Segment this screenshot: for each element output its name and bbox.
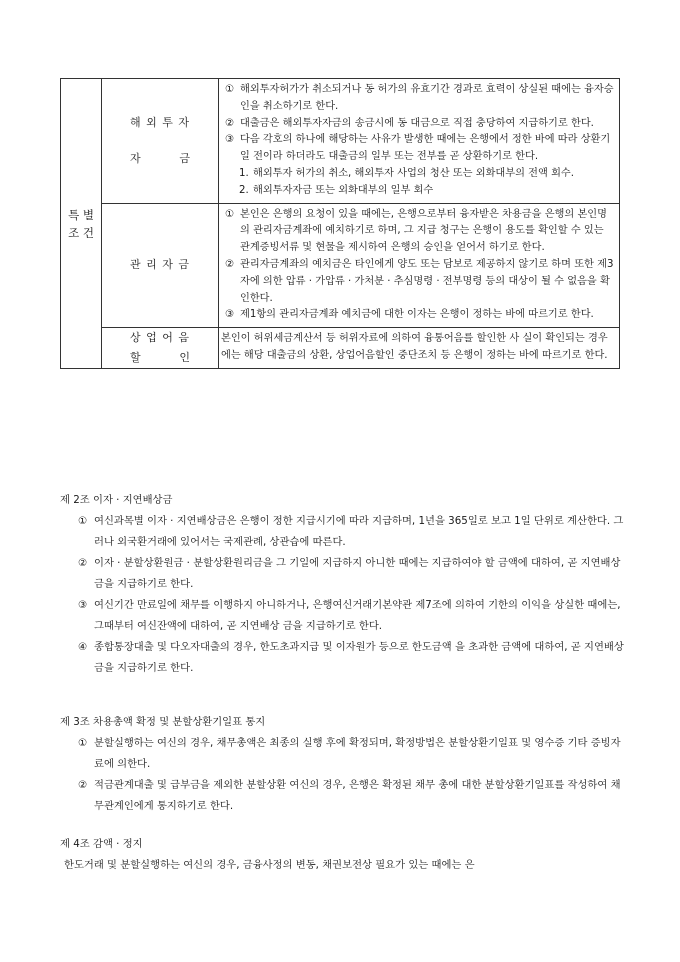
- row-label-overseas-investment: [102, 79, 219, 204]
- commercial-bill-text: 본인이 허위세금계산서 등 허위자료에 의하여 융통어음를 할인한 사 실이 확인되는 경우에는 해당 대출금의 상환, 상업어음할인 중단조치 등 은행이 정하는 바에 따르기로 한다.: [221, 333, 608, 362]
- row-label-line2a: 자: [130, 151, 141, 165]
- row-label-line2b: 인: [179, 351, 190, 365]
- special-conditions-table: [60, 78, 620, 369]
- list-item: ① 해외투자허가가 취소되거나 동 허가의 유효기간 경과로 효력이 상실된 때에는 융자승인을 취소하기로 한다.: [225, 84, 614, 112]
- list-item: ① 본인은 은행의 요청이 있을 때에는, 은행으로부터 융자받은 차용금을 은행의 본인명의 관리자금계좌에 예치하기로 하며, 그 지급 청구는 은행이 용도를 확인할 수 있는 관계증빙서류 및 현물을 제시하여 은행의 승인을 얻어서 하기로 한다.: [225, 208, 607, 254]
- sub-item: 1. 해외투자 허가의 취소, 해외투자 사업의 청산 또는 외화대부의 전액 회수.: [239, 167, 575, 179]
- article-3-title: 제 3조 차용총액 확정 및 분할상환기일표 통지: [60, 716, 266, 728]
- article-3: [60, 712, 626, 817]
- row-label-line2b: 금: [179, 151, 190, 165]
- row-label-managed-funds: [102, 203, 219, 328]
- article-4: [60, 834, 626, 876]
- article-2-title: 제 2조 이자 · 지연배상금: [60, 494, 173, 506]
- article-2: [60, 490, 626, 679]
- row-label-line1: 상 업 어 음: [130, 331, 190, 345]
- article-4-text: 한도거래 및 분할실행하는 여신의 경우, 금융사정의 변동, 채권보전상 필요가 있는 때에는 은: [64, 859, 475, 871]
- managed-funds-terms: [219, 203, 620, 328]
- list-item: ③ 제1항의 관리자금계좌 예치금에 대한 이자는 은행이 정하는 바에 따르기로 한다.: [225, 309, 594, 321]
- list-item: ③ 여신기간 만료일에 채무를 이행하지 아니하거나, 은행여신거래기본약관 제7조에 의하여 기한의 이익을 상실한 때에는, 그때부터 여신잔액에 대하여, 곧 지연배상 금을 지급하기로 한다.: [78, 599, 621, 632]
- article-4-title: 제 4조 감액 · 정지: [60, 838, 143, 850]
- list-item: ② 대출금은 해외투자자금의 송금시에 동 대금으로 직접 충당하여 지급하기로 한다.: [225, 117, 594, 129]
- list-item: ② 관리자금계좌의 예치금은 타인에게 양도 또는 담보로 제공하지 않기로 하며 또한 제3자에 의한 압류 · 가압류 · 가처분 · 추심명령 · 전부명령 등의 대상이 될 수 없음을 확인한다.: [225, 258, 614, 304]
- row-label-line2a: 할: [130, 351, 141, 365]
- row-label-line1: 관 리 자 금: [130, 258, 190, 272]
- list-item: ① 분할실행하는 여신의 경우, 채무총액은 최종의 실행 후에 확정되며, 확정방법은 분할상환기일표 및 영수증 기타 증빙자료에 의한다.: [78, 737, 621, 770]
- sub-item: 2. 해외투자자금 또는 외화대부의 일부 회수: [239, 184, 434, 196]
- list-item: ③ 다음 각호의 하나에 해당하는 사유가 발생한 때에는 은행에서 정한 바에 따라 상환기일 전이라 하더라도 대출금의 일부 또는 전부를 곧 상환하기로 한다.: [225, 134, 611, 163]
- list-item: ② 적금관계대출 및 급부금을 제외한 분할상환 여신의 경우, 은행은 확정된 채무 총에 대한 분할상환기일표를 작성하여 채무관계인에게 통지하기로 한다.: [78, 779, 621, 812]
- row-label-line1: 해 외 투 자: [130, 115, 190, 129]
- list-item: ② 이자 · 분할상환원금 · 분할상환원리금을 그 기일에 지급하지 아니한 때에는 지급하여야 할 금액에 대하여, 곧 지연배상금을 지급하기로 한다.: [78, 557, 621, 590]
- list-item: ④ 종합통장대출 및 다오자대출의 경우, 한도초과지급 및 이자원가 등으로 한도금액 을 초과한 금액에 대하여, 곧 지연배상금을 지급하기로 한다.: [78, 641, 624, 674]
- list-item: ① 여신과목별 이자 · 지연배상금은 은행이 정한 지급시기에 따라 지급하며, 1년을 365일로 보고 1일 단위로 계산한다. 그러나 외국환거래에 있어서는 국제관례, 상관습에 따른다.: [78, 515, 624, 548]
- special-conditions-label: 특 별 조 건: [61, 79, 102, 369]
- commercial-bill-terms: [219, 328, 620, 369]
- overseas-investment-terms: [219, 79, 620, 204]
- row-label-commercial-bill: [102, 328, 219, 369]
